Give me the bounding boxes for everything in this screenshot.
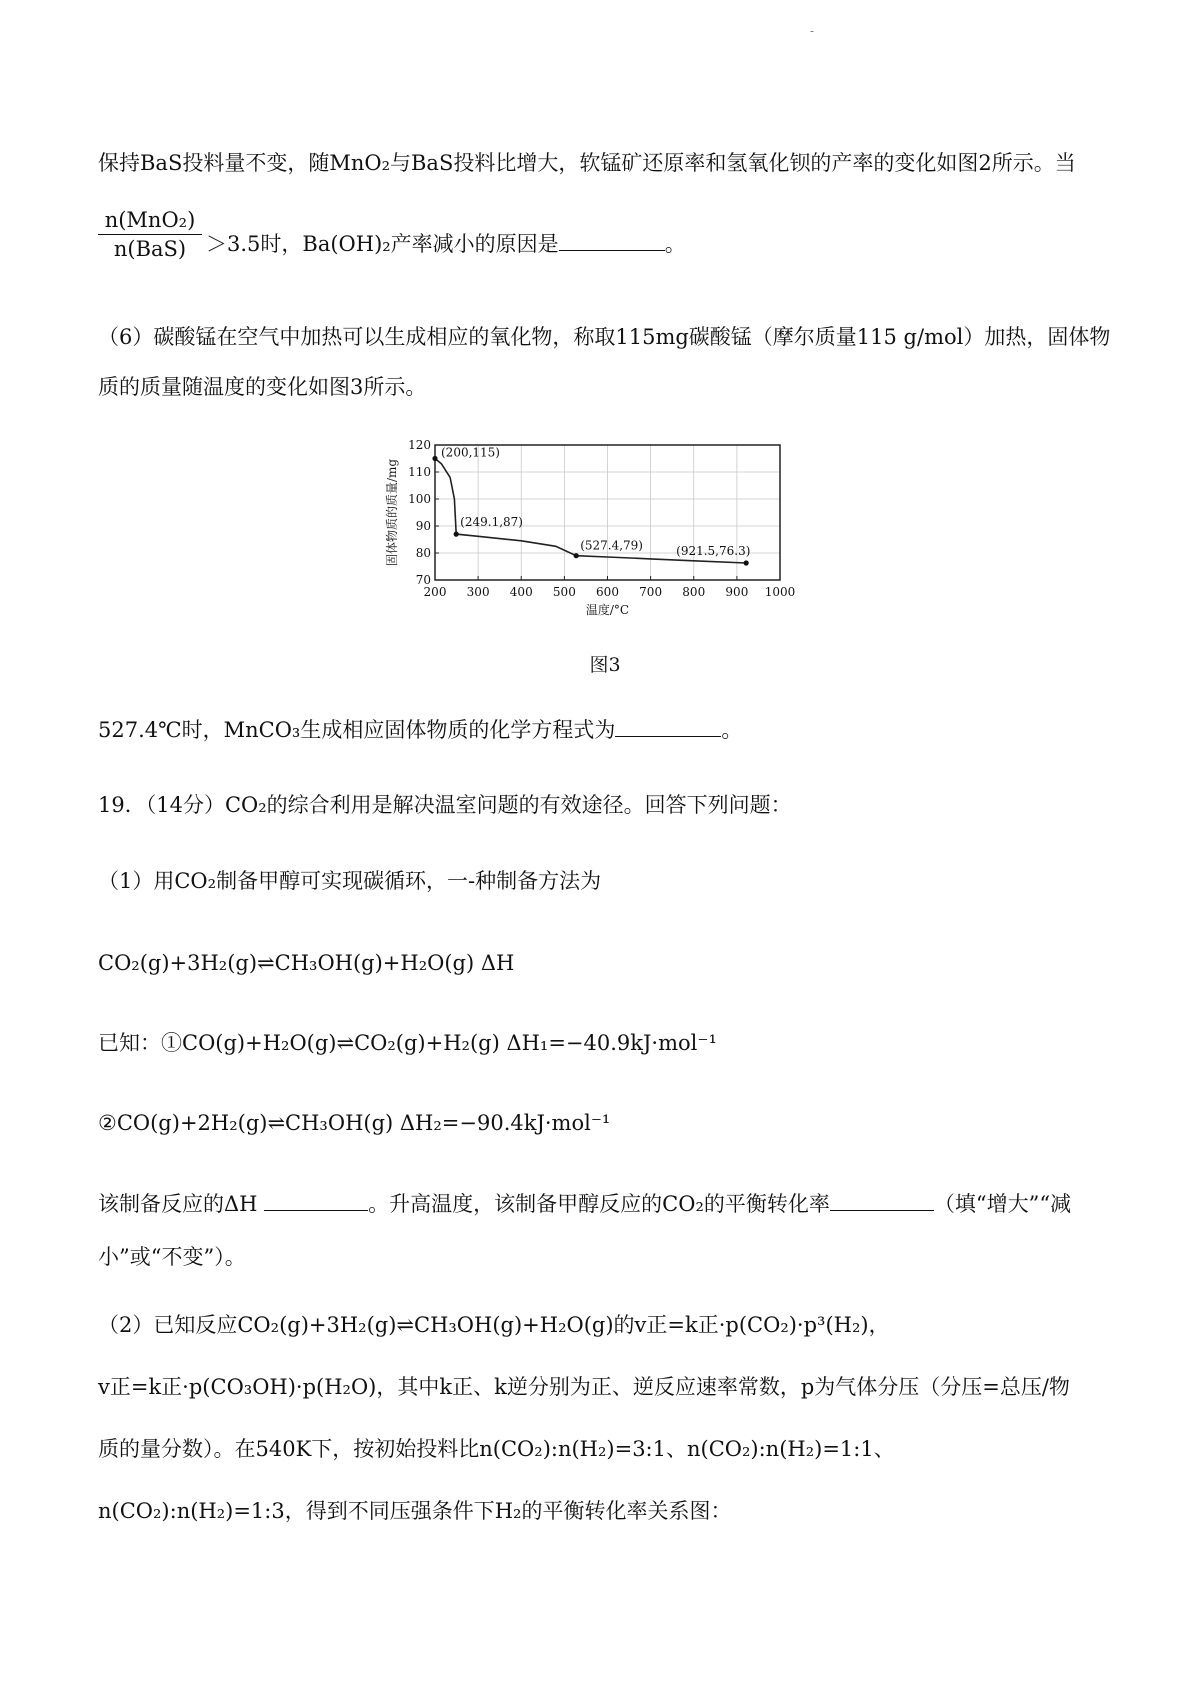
fraction-denominator: n(BaS)	[113, 237, 187, 261]
paragraph-3	[98, 322, 1110, 352]
paragraph-3-text: （6）碳酸锰在空气中加热可以生成相应的氧化物，称取115mg碳酸锰（摩尔质量115 g/mol）加热，固体物	[98, 325, 1111, 349]
x-tick-label: 200	[423, 585, 447, 599]
figure-caption: 图3	[589, 654, 621, 676]
answer-blank	[615, 714, 721, 737]
paragraph-1-text: 保持BaS投料量不变，随MnO₂与BaS投料比增大，软锰矿还原率和氢氧化钡的产率的变化如图2所示。当	[98, 151, 1076, 175]
x-tick-label: 900	[725, 585, 749, 599]
paragraph-11-text-a: 该制备反应的ΔH	[98, 1192, 258, 1216]
y-tick-label: 120	[408, 438, 431, 452]
data-label: (527.4,79)	[580, 538, 644, 553]
paragraph-11-text-b: 。升高温度，该制备甲醇反应的CO₂的平衡转化率	[368, 1192, 830, 1216]
paragraph-5	[98, 714, 742, 745]
main-reaction-equation: CO₂(g)+3H₂(g)⇌CH₃OH(g)+H₂O(g) ΔH	[98, 951, 515, 975]
paragraph-7	[98, 866, 601, 896]
data-point	[454, 532, 459, 537]
y-axis-label: 固体物质的质量/mg	[385, 458, 399, 567]
x-tick-label: 500	[552, 585, 576, 599]
y-tick-label: 80	[415, 546, 431, 560]
x-tick-label: 1000	[764, 585, 796, 599]
figure-3	[380, 430, 830, 690]
data-label: (249.1,87)	[460, 515, 523, 530]
paragraph-6	[98, 790, 792, 820]
ratio-fraction	[98, 208, 202, 261]
rate-equation-forward: （2）已知反应CO₂(g)+3H₂(g)⇌CH₃OH(g)+H₂O(g)的v正=k正·p(CO₂)·p³(H₂)，	[98, 1313, 890, 1337]
paragraph-12-text: 小”或“不变”）。	[98, 1245, 246, 1269]
paragraph-14	[98, 1372, 1070, 1402]
question-19-heading: 19．（14分）CO₂的综合利用是解决温室问题的有效途径。回答下列问题：	[98, 793, 792, 817]
x-tick-label: 300	[466, 585, 490, 599]
y-tick-label: 110	[408, 465, 431, 479]
reaction-2-equation: ②CO(g)+2H₂(g)⇌CH₃OH(g) ΔH₂=−90.4kJ·mol⁻¹	[98, 1111, 611, 1135]
paragraph-13	[98, 1310, 890, 1340]
paragraph-15-text: 质的量分数）。在540K下，按初始投料比n(CO₂):n(H₂)=3:1、n(CO₂):n(H₂)=1:1、	[98, 1437, 895, 1461]
paragraph-16-text: n(CO₂):n(H₂)=1:3，得到不同压强条件下H₂的平衡转化率关系图：	[98, 1499, 732, 1523]
rate-equation-reverse: v正=k正·p(CO₃OH)·p(H₂O)，其中k正、k逆分别为正、逆反应速率常数，p为气体分压（分压=总压/物	[98, 1375, 1070, 1399]
data-point	[744, 560, 749, 565]
answer-blank	[264, 1188, 368, 1211]
paragraph-1	[98, 148, 1076, 178]
data-point	[432, 456, 437, 461]
x-tick-label: 600	[596, 585, 619, 599]
x-axis-label: 温度/°C	[585, 603, 630, 617]
paragraph-11	[98, 1188, 1071, 1219]
paragraph-7-text: （1）用CO₂制备甲醇可实现碳循环，一-种制备方法为	[98, 869, 602, 893]
paragraph-9	[98, 1028, 717, 1058]
paragraph-5-text: 527.4℃时，MnCO₃生成相应固体物质的化学方程式为	[98, 718, 616, 742]
mass-temperature-chart	[380, 430, 830, 640]
answer-blank	[830, 1188, 934, 1211]
y-tick-label: 90	[415, 519, 431, 533]
paragraph-10	[98, 1108, 610, 1138]
paragraph-11-text-c: （填“增大”“减	[933, 1192, 1072, 1216]
paragraph-2	[206, 228, 686, 259]
paragraph-4-text: 质的质量随温度的变化如图3所示。	[98, 375, 427, 399]
data-label: (200,115)	[441, 445, 500, 460]
reaction-1-equation: 已知：①CO(g)+H₂O(g)⇌CO₂(g)+H₂(g) ΔH₁=−40.9kJ·mol⁻¹	[98, 1031, 717, 1055]
fraction-numerator: n(MnO₂)	[98, 208, 202, 235]
y-tick-label: 100	[408, 492, 431, 506]
x-tick-label: 700	[639, 585, 663, 599]
paragraph-4	[98, 372, 426, 402]
paragraph-8	[98, 948, 514, 978]
paragraph-5-end: 。	[721, 718, 743, 742]
paragraph-12	[98, 1242, 246, 1272]
y-tick-label: 70	[415, 573, 431, 587]
top-mark: -	[810, 24, 815, 38]
x-tick-label: 800	[682, 585, 706, 599]
paragraph-2-text: ＞3.5时，Ba(OH)₂产率减小的原因是	[206, 232, 559, 256]
x-tick-label: 400	[509, 585, 533, 599]
paragraph-2-end: 。	[664, 232, 686, 256]
data-label: (921.5,76.3)	[676, 543, 751, 558]
data-point	[574, 553, 579, 558]
paragraph-16	[98, 1496, 731, 1526]
paragraph-15	[98, 1434, 895, 1464]
answer-blank	[559, 228, 665, 251]
